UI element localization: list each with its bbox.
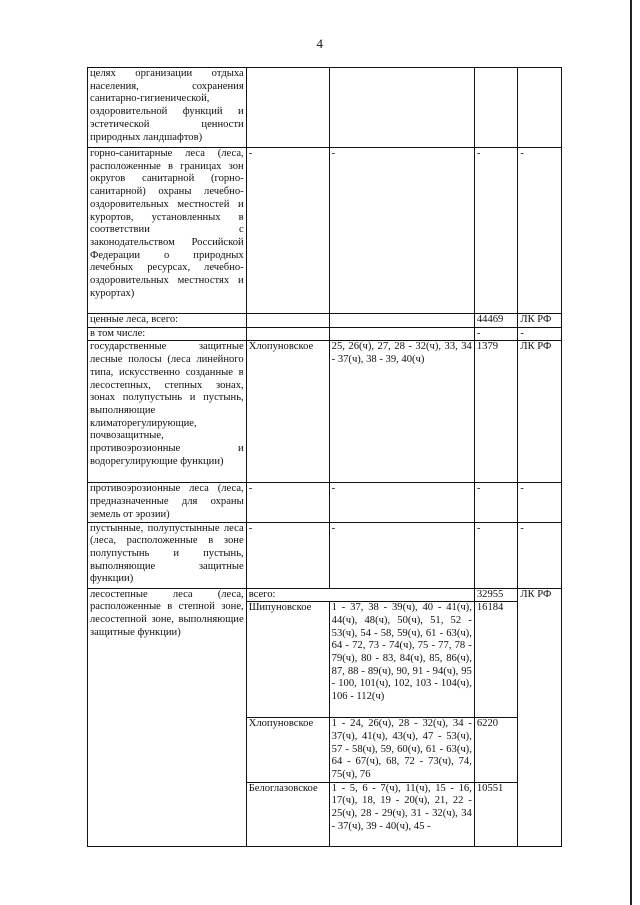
category-cell: пустынные, полупустынные леса (леса, расположенные в зоне полупустынь и пустынь, выполняющие защитные функции) [88, 522, 247, 588]
quarters-cell: 1 - 24, 26(ч), 28 - 32(ч), 34 - 37(ч), 41(ч), 43(ч), 47 - 53(ч), 57 - 58(ч), 59, 60(ч), 61 - 63(ч), 64 - 67(ч), 68, 72 - 73(ч), 74, 75(ч), 76 [329, 718, 474, 783]
steppe-total-area-cell: 32955 [474, 588, 518, 602]
area-cell [474, 68, 518, 148]
scan-edge-line [630, 0, 632, 905]
table-row [88, 148, 562, 314]
area-cell: - [474, 522, 518, 588]
category-cell: горно-санитарные леса (леса, расположенные в границах зон округов санитарной (горно-санитарной) охраны лечебно-оздоровительных местностей и курортов, установленных в соответствии с законодательством Российской Федерации о природных лечебных ресурсах, лечебно-оздоровительных местностях и курортах) [88, 148, 247, 314]
table-body [88, 68, 562, 847]
quarters-cell [329, 314, 474, 328]
basis-cell: - [518, 327, 562, 341]
category-cell: в том числе: [88, 327, 247, 341]
table-row [88, 68, 562, 148]
basis-cell [518, 68, 562, 148]
forestry-cell: Белоглазовское [246, 782, 329, 846]
forestry-cell: Шипуновское [246, 602, 329, 718]
quarters-cell: 25, 26(ч), 27, 28 - 32(ч), 33, 34 - 37(ч), 38 - 39, 40(ч) [329, 341, 474, 483]
table-row [88, 327, 562, 341]
area-cell: - [474, 327, 518, 341]
basis-cell: ЛК РФ [518, 314, 562, 328]
category-cell: целях организации отдыха населения, сохранения санитарно-гигиенической, оздоровительной функций и эстетической ценности природных ландшафтов) [88, 68, 247, 148]
forestry-cell: - [246, 483, 329, 522]
category-cell: противоэрозионные леса (леса, предназначенные для охраны земель от эрозии) [88, 483, 247, 522]
forestry-cell: - [246, 522, 329, 588]
forestry-cell [246, 327, 329, 341]
basis-cell: - [518, 148, 562, 314]
basis-cell: - [518, 483, 562, 522]
quarters-cell [329, 68, 474, 148]
table-row [88, 522, 562, 588]
table-row [88, 483, 562, 522]
page-number: 4 [316, 36, 324, 51]
basis-cell: ЛК РФ [518, 341, 562, 483]
steppe-basis-cell: ЛК РФ [518, 588, 562, 846]
steppe-category-cell: лесостепные леса (леса, расположенные в степной зоне, лесостепной зоне, выполняющие защитные функции) [88, 588, 247, 846]
quarters-cell: - [329, 522, 474, 588]
forestry-cell [246, 68, 329, 148]
category-cell: государственные защитные лесные полосы (леса линейного типа, искусственно созданные в лесостепных, степных зонах, зонах полупустынь и пустынь, выполняющие климаторегулирующие, почвозащитные, противоэрозионные и водорегулирующие функции) [88, 341, 247, 483]
area-cell: 1379 [474, 341, 518, 483]
quarters-cell [329, 327, 474, 341]
area-cell: 44469 [474, 314, 518, 328]
quarters-cell: - [329, 483, 474, 522]
quarters-cell: 1 - 5, 6 - 7(ч), 11(ч), 15 - 16, 17(ч), 18, 19 - 20(ч), 21, 22 - 25(ч), 28 - 29(ч), 31 - 32(ч), 34 - 37(ч), 39 - 40(ч), 45 - [329, 782, 474, 846]
forestry-cell: Хлопуновское [246, 718, 329, 783]
quarters-cell: - [329, 148, 474, 314]
area-cell: - [474, 148, 518, 314]
protective-forests-table [87, 67, 562, 847]
forestry-cell: - [246, 148, 329, 314]
table-row [88, 314, 562, 328]
area-cell: 10551 [474, 782, 518, 846]
forestry-cell [246, 314, 329, 328]
steppe-total-label-cell: всего: [246, 588, 474, 602]
area-cell: 6220 [474, 718, 518, 783]
basis-cell: - [518, 522, 562, 588]
category-cell: ценные леса, всего: [88, 314, 247, 328]
table-row [88, 341, 562, 483]
quarters-cell: 1 - 37, 38 - 39(ч), 40 - 41(ч), 44(ч), 48(ч), 50(ч), 51, 52 - 53(ч), 54 - 58, 59(ч), 61 - 63(ч), 64 - 72, 73 - 74(ч), 75 - 77, 78 - 79(ч), 80 - 83, 84(ч), 85, 86(ч), 87, 88 - 89(ч), 90, 91 - 94(ч), 95 - 100, 101(ч), 102, 103 - 104(ч), 106 - 112(ч) [329, 602, 474, 718]
area-cell: 16184 [474, 602, 518, 718]
table-row [88, 588, 562, 602]
forestry-cell: Хлопуновское [246, 341, 329, 483]
area-cell: - [474, 483, 518, 522]
